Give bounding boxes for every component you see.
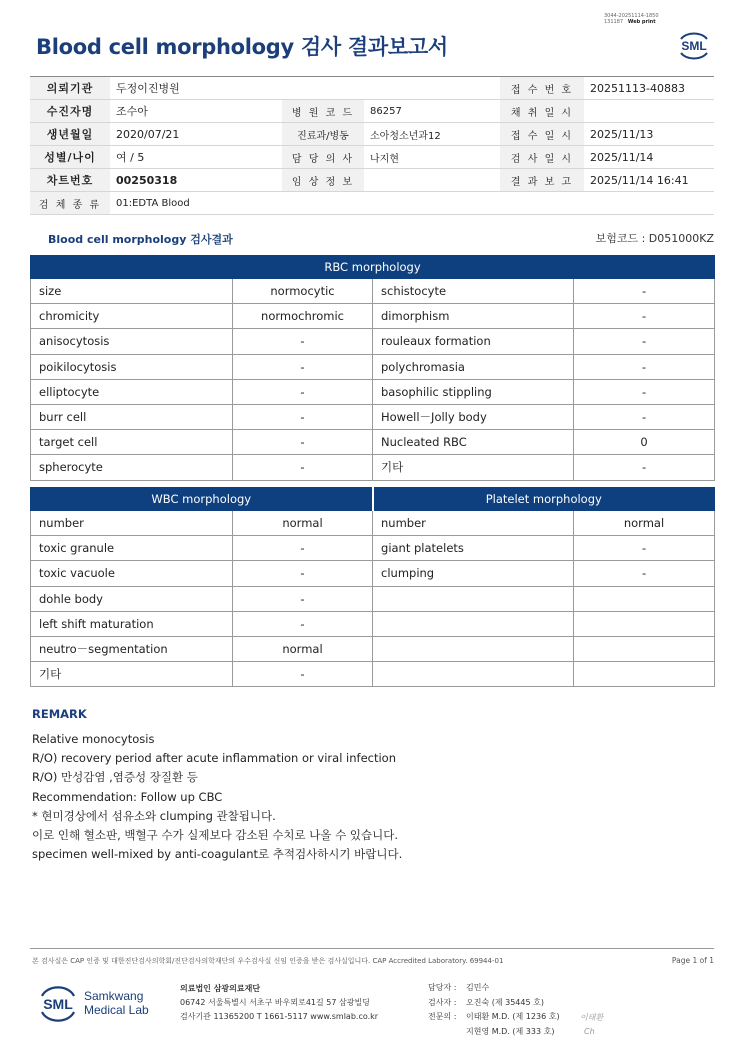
rbc-morphology-table bbox=[30, 255, 715, 481]
rbc-item-result: - bbox=[574, 379, 715, 404]
rbc-item-result: - bbox=[574, 329, 715, 354]
info-value: 2025/11/14 bbox=[584, 146, 714, 169]
platelet-item-result bbox=[574, 611, 715, 636]
rbc-item-result: - bbox=[574, 404, 715, 429]
info-row bbox=[30, 100, 714, 123]
platelet-item-result bbox=[574, 662, 715, 687]
info-row bbox=[30, 123, 714, 146]
staff-name: 이태환 M.D. (제 1236 호) bbox=[466, 1012, 560, 1021]
svg-text:SML: SML bbox=[43, 996, 73, 1012]
info-value: 86257 bbox=[364, 100, 500, 123]
table-row bbox=[31, 511, 715, 536]
info-value: 나지현 bbox=[364, 146, 500, 169]
brand-line1: Samkwang bbox=[84, 989, 144, 1003]
info-value: 소아청소년과12 bbox=[364, 123, 500, 146]
staff-role: 담당자 : bbox=[428, 983, 457, 992]
brand-line2: Medical Lab bbox=[84, 1003, 149, 1017]
rbc-item-name: target cell bbox=[31, 430, 233, 455]
platelet-item-result: normal bbox=[574, 511, 715, 536]
remark-line: R/O) 만성감염 ,염증성 장질환 등 bbox=[32, 770, 198, 785]
table-row bbox=[31, 636, 715, 661]
rbc-item-result: - bbox=[233, 455, 373, 480]
rbc-item-name: Howell－Jolly body bbox=[373, 404, 574, 429]
info-value: 2025/11/14 16:41 bbox=[584, 169, 714, 192]
rbc-item-result: - bbox=[233, 329, 373, 354]
footer-staff bbox=[428, 981, 560, 1039]
rbc-header: RBC morphology bbox=[31, 256, 715, 279]
staff-role: 전문의 : bbox=[428, 1012, 457, 1021]
info-label: 담 당 의 사 bbox=[282, 146, 364, 169]
page-title: Blood cell morphology 검사 결과보고서 bbox=[36, 35, 448, 59]
staff-row bbox=[428, 1010, 560, 1025]
rbc-item-result: normocytic bbox=[233, 279, 373, 304]
wbc-item-name: 기타 bbox=[31, 662, 233, 687]
rbc-item-result: - bbox=[574, 455, 715, 480]
section-title: Blood cell morphology 검사결과 bbox=[48, 233, 233, 246]
remark-line: Recommendation: Follow up CBC bbox=[32, 789, 223, 804]
rbc-item-name: polychromasia bbox=[373, 354, 574, 379]
info-label: 차트번호 bbox=[30, 169, 110, 192]
info-label: 접 수 일 시 bbox=[500, 123, 584, 146]
info-label: 생년월일 bbox=[30, 123, 110, 146]
info-label: 수진자명 bbox=[30, 100, 110, 123]
remark-text bbox=[32, 730, 402, 864]
rbc-item-name: burr cell bbox=[31, 404, 233, 429]
org-address: 06742 서울특별시 서초구 바우뫼로41길 57 삼광빌딩 bbox=[180, 998, 370, 1007]
rbc-item-name: dimorphism bbox=[373, 304, 574, 329]
rbc-item-result: - bbox=[574, 279, 715, 304]
rbc-item-result: - bbox=[574, 304, 715, 329]
staff-row bbox=[428, 996, 560, 1011]
info-row bbox=[30, 146, 714, 169]
rbc-item-result: normochromic bbox=[233, 304, 373, 329]
info-value: 2020/07/21 bbox=[110, 123, 282, 146]
info-row bbox=[30, 169, 714, 192]
info-label: 의뢰기관 bbox=[30, 77, 110, 100]
info-row bbox=[30, 192, 714, 215]
remark-line: 이로 인해 혈소판, 백혈구 수가 실제보다 감소된 수치로 나올 수 있습니다. bbox=[32, 828, 399, 843]
table-row bbox=[31, 536, 715, 561]
wbc-item-name: toxic vacuole bbox=[31, 561, 233, 586]
web-print-label: Web print bbox=[627, 19, 656, 25]
info-label: 진료과/병동 bbox=[282, 123, 364, 146]
platelet-item-result bbox=[574, 636, 715, 661]
info-value: 조수아 bbox=[110, 100, 282, 123]
wbc-item-result: - bbox=[233, 662, 373, 687]
remark-title: REMARK bbox=[32, 707, 87, 721]
info-label: 성별/나이 bbox=[30, 146, 110, 169]
rbc-item-result: - bbox=[233, 430, 373, 455]
patient-info-table bbox=[30, 76, 714, 215]
platelet-item-name: giant platelets bbox=[373, 536, 574, 561]
rbc-item-result: 0 bbox=[574, 430, 715, 455]
staff-role bbox=[428, 1025, 466, 1040]
wbc-item-name: neutro－segmentation bbox=[31, 636, 233, 661]
table-row bbox=[31, 611, 715, 636]
signature-mark: 이태환 bbox=[580, 1013, 604, 1022]
platelet-item-result bbox=[574, 586, 715, 611]
rbc-item-name: spherocyte bbox=[31, 455, 233, 480]
page-number: Page 1 of 1 bbox=[671, 956, 714, 965]
org-name: 의료법인 삼광의료재단 bbox=[180, 984, 261, 993]
staff-name: 김민수 bbox=[466, 983, 490, 992]
staff-role: 검사자 : bbox=[428, 997, 457, 1007]
footer-brand bbox=[84, 989, 149, 1017]
wbc-platelet-morphology-table bbox=[30, 487, 715, 687]
signature-mark: Ch bbox=[584, 1027, 595, 1036]
info-label: 채 취 일 시 bbox=[500, 100, 584, 123]
info-value: 20251113-40883 bbox=[584, 77, 714, 100]
platelet-header: Platelet morphology bbox=[373, 488, 715, 511]
sml-footer-logo-icon bbox=[36, 982, 80, 1024]
table-row bbox=[31, 354, 715, 379]
platelet-item-name: clumping bbox=[373, 561, 574, 586]
rbc-item-result: - bbox=[233, 404, 373, 429]
info-value bbox=[364, 169, 500, 192]
wbc-item-result: normal bbox=[233, 511, 373, 536]
report-meta-id: 3044-20251114-1850 bbox=[604, 13, 659, 19]
info-value: 00250318 bbox=[110, 169, 282, 192]
info-value: 두정이진병원 bbox=[110, 77, 282, 100]
wbc-item-result: - bbox=[233, 561, 373, 586]
insurance-code: 보험코드 : D051000KZ bbox=[595, 232, 714, 245]
staff-row bbox=[428, 981, 560, 996]
table-row bbox=[31, 404, 715, 429]
org-contact: 검사기관 11365200 T 1661-5117 www.smlab.co.kr bbox=[180, 1012, 379, 1021]
staff-name: 오진숙 (제 35445 호) bbox=[466, 997, 544, 1007]
table-row bbox=[31, 662, 715, 687]
platelet-item-result: - bbox=[574, 536, 715, 561]
rbc-item-name: 기타 bbox=[373, 455, 574, 480]
table-row bbox=[31, 279, 715, 304]
info-label: 검 사 일 시 bbox=[500, 146, 584, 169]
remark-line: Relative monocytosis bbox=[32, 732, 155, 746]
rbc-item-name: Nucleated RBC bbox=[373, 430, 574, 455]
rbc-item-name: chromicity bbox=[31, 304, 233, 329]
remark-line: specimen well-mixed by anti-coagulant로 추적검사하시기 바랍니다. bbox=[32, 847, 403, 862]
remark-line: * 현미경상에서 섬유소와 clumping 관찰됩니다. bbox=[32, 808, 276, 823]
rbc-item-name: elliptocyte bbox=[31, 379, 233, 404]
wbc-item-result: - bbox=[233, 536, 373, 561]
platelet-item-name bbox=[373, 636, 574, 661]
platelet-item-result: - bbox=[574, 561, 715, 586]
rbc-item-name: schistocyte bbox=[373, 279, 574, 304]
table-row bbox=[31, 379, 715, 404]
wbc-item-name: toxic granule bbox=[31, 536, 233, 561]
wbc-item-result: normal bbox=[233, 636, 373, 661]
staff-row bbox=[428, 1025, 560, 1040]
rbc-item-name: rouleaux formation bbox=[373, 329, 574, 354]
rbc-item-name: size bbox=[31, 279, 233, 304]
wbc-item-name: left shift maturation bbox=[31, 611, 233, 636]
footer-organization bbox=[180, 982, 378, 1024]
platelet-item-name bbox=[373, 586, 574, 611]
info-label: 검 체 종 류 bbox=[30, 192, 110, 215]
platelet-item-name: number bbox=[373, 511, 574, 536]
info-label: 임 상 정 보 bbox=[282, 169, 364, 192]
rbc-item-result: - bbox=[233, 354, 373, 379]
table-row bbox=[31, 561, 715, 586]
table-row bbox=[31, 329, 715, 354]
info-label: 접 수 번 호 bbox=[500, 77, 584, 100]
rbc-item-name: poikilocytosis bbox=[31, 354, 233, 379]
info-value: 2025/11/13 bbox=[584, 123, 714, 146]
table-row bbox=[31, 455, 715, 480]
wbc-item-name: number bbox=[31, 511, 233, 536]
rbc-item-name: anisocytosis bbox=[31, 329, 233, 354]
footer-divider bbox=[30, 948, 714, 949]
wbc-header: WBC morphology bbox=[31, 488, 373, 511]
report-meta-code: 131187 bbox=[604, 19, 624, 25]
wbc-item-name: dohle body bbox=[31, 586, 233, 611]
accreditation-note: 본 검사실은 CAP 인증 및 대한진단검사의학회/진단검사의학재단의 우수검사실 신임 인증을 받은 검사실입니다. CAP Accredited Laboratory. 69944-01 bbox=[32, 957, 504, 965]
info-row bbox=[30, 77, 714, 100]
rbc-item-result: - bbox=[233, 379, 373, 404]
rbc-item-name: basophilic stippling bbox=[373, 379, 574, 404]
sml-logo-icon bbox=[675, 27, 713, 63]
staff-name: 지현영 M.D. (제 333 호) bbox=[466, 1026, 555, 1036]
info-value: 여 / 5 bbox=[110, 146, 282, 169]
info-label: 결 과 보 고 bbox=[500, 169, 584, 192]
info-label: 병 원 코 드 bbox=[282, 100, 364, 123]
table-row bbox=[31, 304, 715, 329]
svg-text:SML: SML bbox=[681, 39, 707, 53]
platelet-item-name bbox=[373, 662, 574, 687]
info-value: 01:EDTA Blood bbox=[110, 192, 714, 215]
wbc-item-result: - bbox=[233, 586, 373, 611]
platelet-item-name bbox=[373, 611, 574, 636]
rbc-item-result: - bbox=[574, 354, 715, 379]
table-row bbox=[31, 430, 715, 455]
remark-line: R/O) recovery period after acute inflammation or viral infection bbox=[32, 751, 397, 766]
info-value bbox=[584, 100, 714, 123]
wbc-item-result: - bbox=[233, 611, 373, 636]
table-row bbox=[31, 586, 715, 611]
report-meta bbox=[604, 13, 659, 25]
